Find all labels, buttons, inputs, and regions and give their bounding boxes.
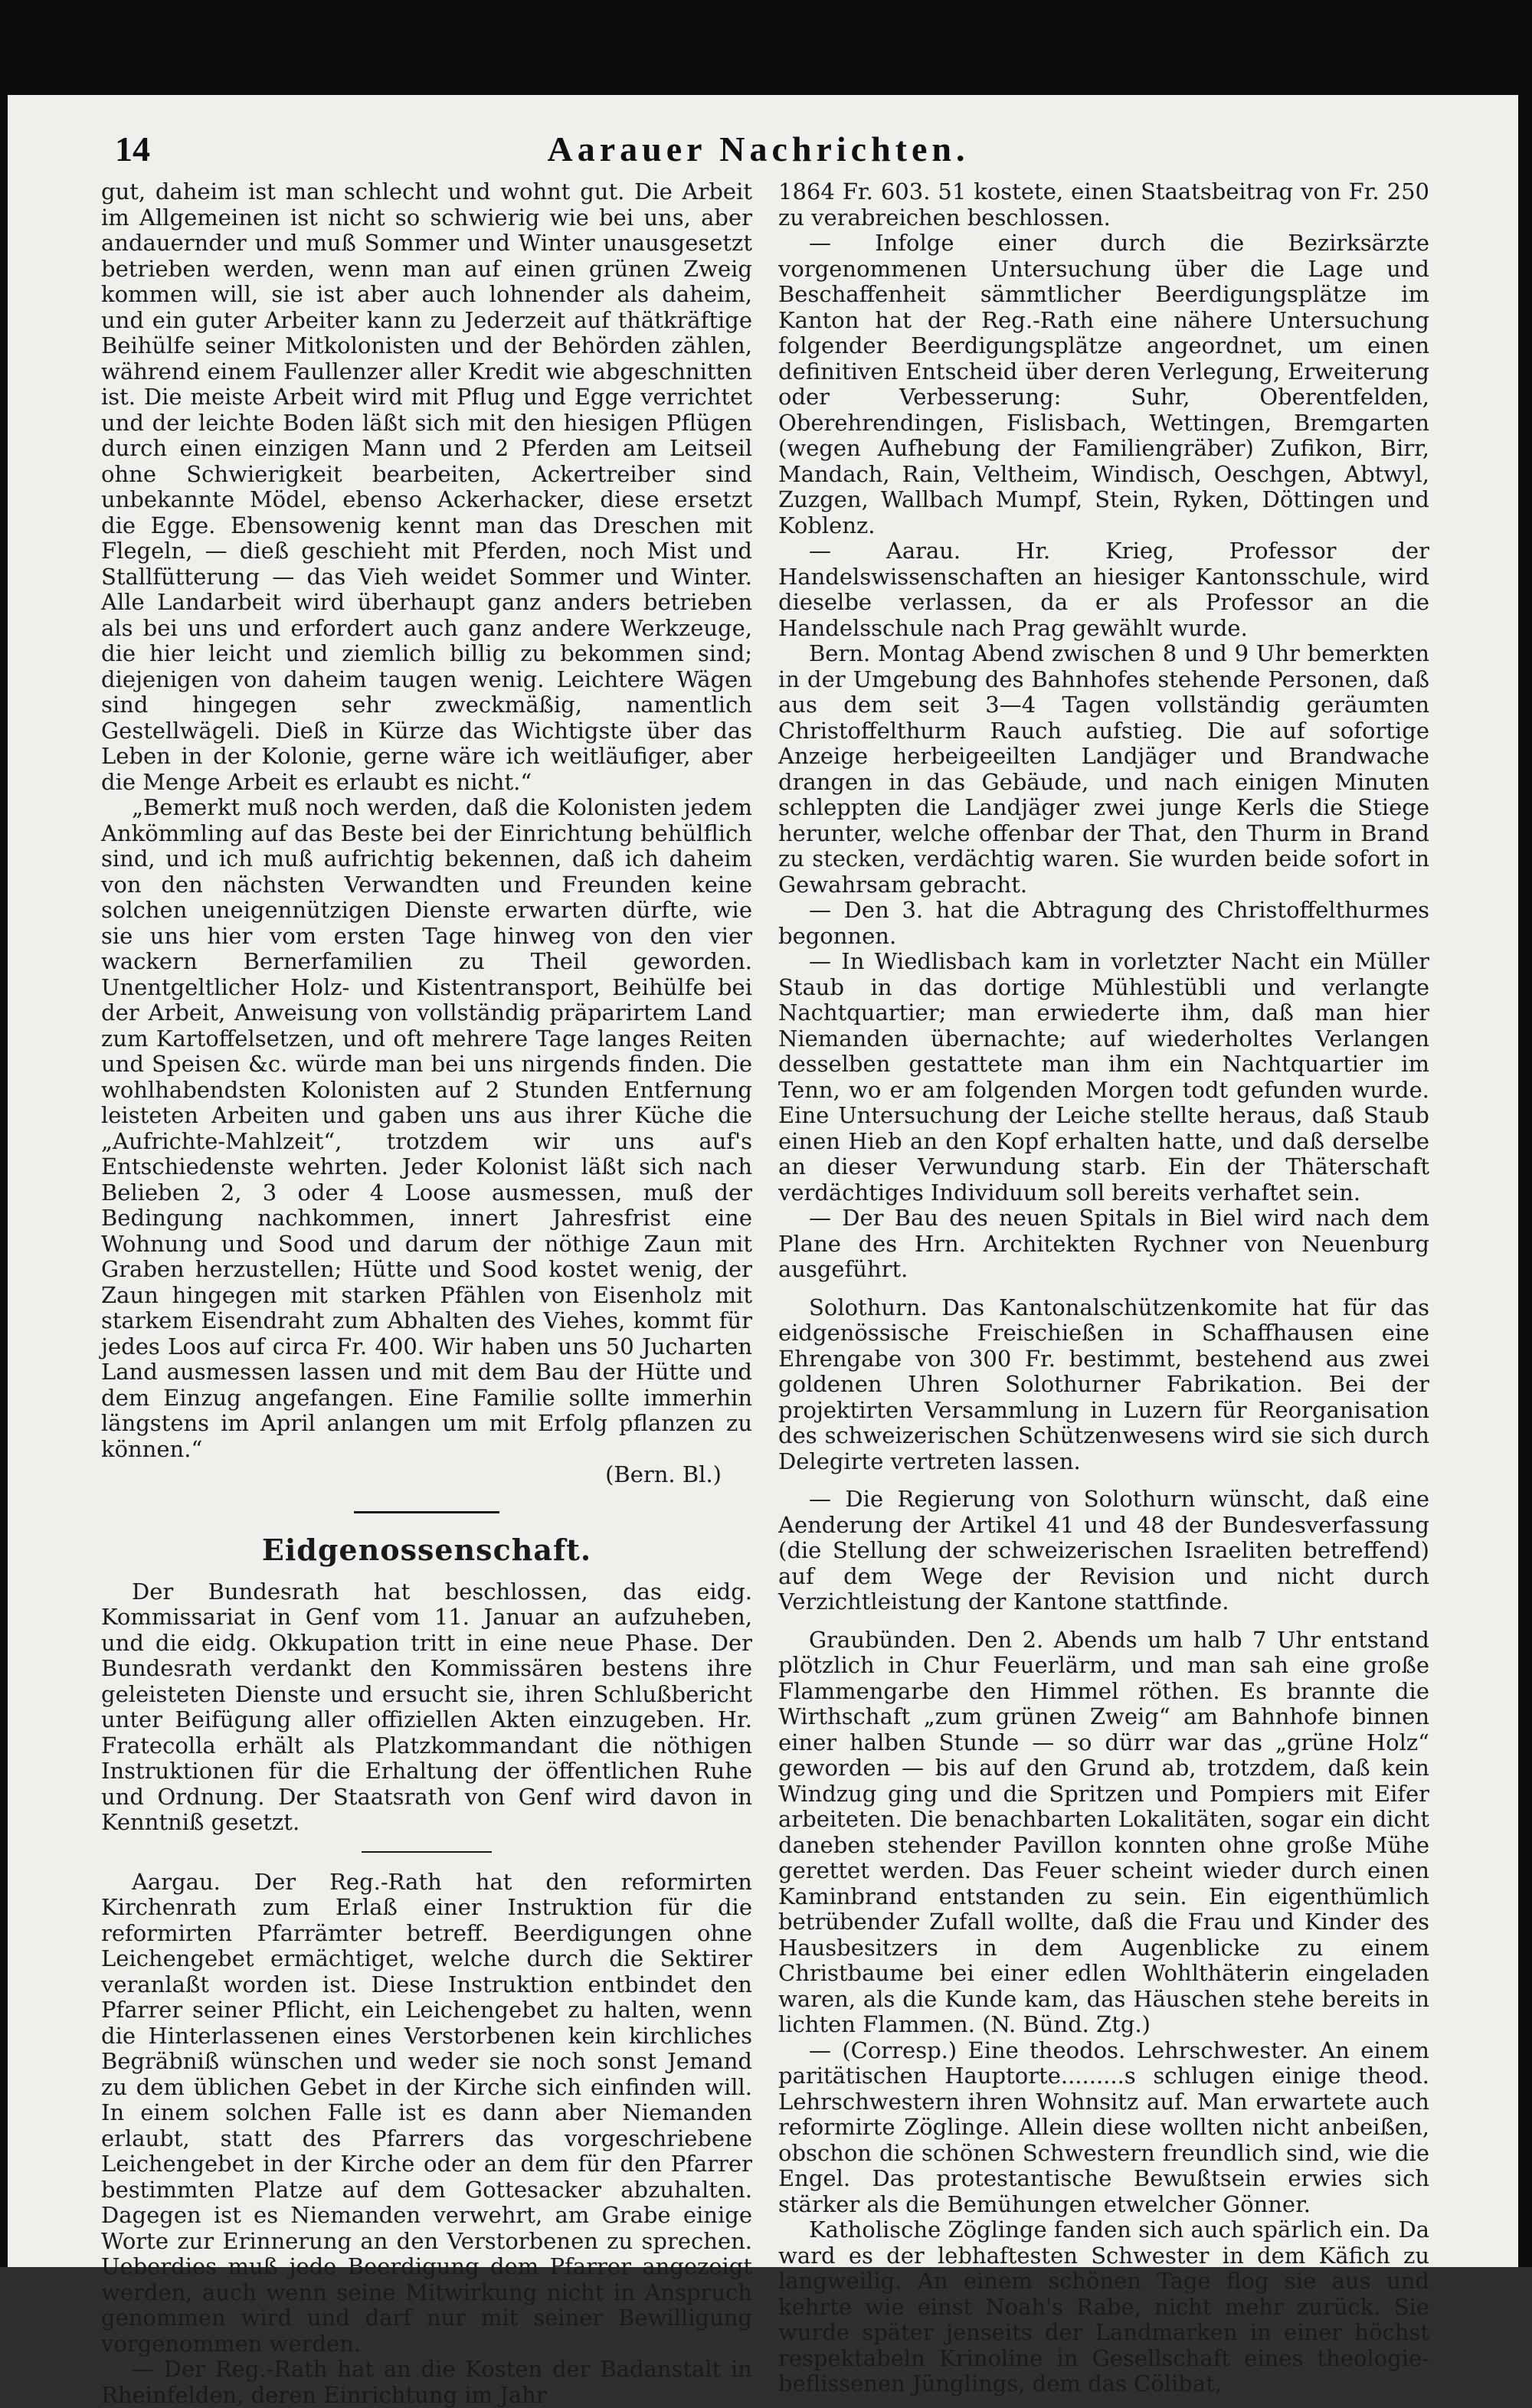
article-paragraph: gut, daheim ist man schlecht und wohnt gut. Die Arbeit im Allgemeinen ist nicht so schwierig wie bei uns, aber andauernder und muß Sommer und Winter unausgesetzt betrieben werden, wenn man auf einen grünen Zweig kommen will, sie ist aber auch lohnender als daheim, und ein guter Arbeiter kann zu Jederzeit auf thätkräftige Beihülfe seiner Mitkolonisten und der Behörden zählen, während einem Faullenzer aller Kredit wie abgeschnitten ist. Die meiste Arbeit wird mit Pflug und Egge verrichtet und der leichte Boden läßt sich mit den hiesigen Pflügen durch einen einzigen Mann und 2 Pferden am Leitseil ohne Schwierigkeit bearbeiten, Ackertreiber sind unbekannte Mödel, ebenso Ackerhacker, diese ersetzt die Egge. Ebensowenig kennt man das Dreschen mit Flegeln, — dieß geschieht mit Pferden, noch Mist und Stallfütterung — das Vieh weidet Sommer und Winter. Alle Landarbeit wird überhaupt ganz anders betrieben als bei uns und erfordert auch ganz andere Werkzeuge, die hier leicht und ziemlich billig zu bekommen sind; diejenigen von daheim taugen wenig. Leichtere Wägen sind hingegen sehr zweckmäßig, namentlich Gestellwägeli. Dieß in Kürze das Wichtigste über das Leben in der Kolonie, gerne wäre ich weitläufiger, aber die Menge Arbeit es erlaubt es nicht.“: [101, 178, 752, 795]
article-paragraph: Bern. Montag Abend zwischen 8 und 9 Uhr bemerkten in der Umgebung des Bahnhofes stehende Personen, daß aus dem seit 3—4 Tagen vollständig geräumten Christoffelthurm Rauch aufstieg. Die auf sofortige Anzeige herbeigeeilten Landjäger und Brandwache drangen in das Gebäude, und nach einigen Minuten schleppten die Landjäger zwei junge Kerls die Stiege herunter, welche offenbar der That, den Thurm in Brand zu stecken, verdächtig waren. Sie wurden beide sofort in Gewahrsam gebracht.: [778, 640, 1429, 898]
article-paragraph: — Infolge einer durch die Bezirksärzte vorgenommenen Untersuchung über die Lage und Beschaffenheit sämmtlicher Beerdigungsplätze im Kanton hat der Reg.-Rath eine nähere Untersuchung folgender Beerdigungsplätze angeordnet, um einen definitiven Entscheid über deren Verlegung, Erweiterung oder Verbesserung: Suhr, Oberentfelden, Oberehrendingen, Fislisbach, Wettingen, Bremgarten (wegen Aufhebung der Familiengräber) Zufikon, Birr, Mandach, Rain, Veltheim, Windisch, Oeschgen, Abtwyl, Zuzgen, Wallbach Mumpf, Stein, Ryken, Döttingen und Koblenz.: [778, 230, 1429, 538]
article-paragraph: „Bemerkt muß noch werden, daß die Kolonisten jedem Ankömmling auf das Beste bei der Einrichtung behülflich sind, und ich muß aufrichtig bekennen, daß ich daheim von den nächsten Verwandten und Freunden keine solchen uneigennützigen Dienste erwarten dürfte, wie sie uns hier vom ersten Tage hinweg von den vier wackern Bernerfamilien zu Theil geworden. Unentgeltlicher Holz- und Kistentransport, Beihülfe bei der Arbeit, Anweisung von vollständig präparirtem Land zum Kartoffelsetzen, und oft mehrere Tage langes Reiten und Speisen &c. würde man bei uns nirgends finden. Die wohlhabendsten Kolonisten auf 2 Stunden Entfernung leisteten Arbeiten und gaben uns aus ihrer Küche die „Aufrichte-Mahlzeit“, trotzdem wir uns auf's Entschiedenste wehrten. Jeder Kolonist läßt sich nach Belieben 2, 3 oder 4 Loose ausmessen, muß der Bedingung nachkommen, innert Jahresfrist eine Wohnung und Sood und darum der nöthige Zaun mit Graben herzustellen; Hütte und Sood kostet wenig, der Zaun hingegen mit starken Pfählen von Eisenholz mit starkem Eisendraht zum Abhalten des Viehes, kommt für jedes Loos auf circa Fr. 400. Wir haben uns 50 Jucharten Land ausmessen lassen und mit dem Bau der Hütte und dem Einzug angefangen. Eine Familie sollte immerhin längstens im April anlangen um mit Erfolg pflanzen zu können.“: [101, 794, 752, 1462]
article-paragraph: Graubünden. Den 2. Abends um halb 7 Uhr entstand plötzlich in Chur Feuerlärm, und man sah eine große Flammengarbe den Himmel röthen. Es brannte die Wirthschaft „zum grünen Zweig“ am Bahnhofe binnen einer halben Stunde — so dürr war das „grüne Holz“ geworden — bis auf den Grund ab, trotzdem, daß kein Windzug ging und die Spritzen und Pompiers mit Eifer arbeiteten. Die benachbarten Lokalitäten, sogar ein dicht daneben stehender Pavillon konnten ohne große Mühe gerettet werden. Das Feuer scheint wieder durch einen Kaminbrand entstanden zu sein. Ein eigenthümlich betrübender Zufall wollte, daß die Frau und Kinder des Hausbesitzers in dem Augenblicke zu einem Christbaume bei einer edlen Wohlthäterin eingeladen waren, als die Kunde kam, das Häuschen stehe bereits in lichten Flammen. (N. Bünd. Ztg.): [778, 1626, 1429, 2037]
divider: [354, 1511, 499, 1513]
spacer: [778, 1474, 1429, 1487]
masthead: Aarauer Nachrichten.: [547, 129, 970, 168]
right-column: [778, 179, 1429, 2397]
article-paragraph: — Die Regierung von Solothurn wünscht, daß eine Aenderung der Artikel 41 und 48 der Bundesverfassung (die Stellung der schweizerischen Israeliten betreffend) auf dem Wege der Revision und nicht durch Verzichtleistung der Kantone stattfinde.: [778, 1486, 1429, 1615]
divider: [362, 1851, 492, 1853]
article-paragraph: Solothurn. Das Kantonalschützenkomite hat für das eidgenössische Freischießen in Schaffhausen eine Ehrengabe von 300 Fr. bestimmt, bestehend aus zwei goldenen Uhren Solothurner Fabrikation. Bei der projektirten Versammlung in Luzern für Reorganisation des schweizerischen Schützenwesens wird sie sich durch Delegirte vertreten lassen.: [778, 1294, 1429, 1474]
page-header: [115, 129, 1402, 176]
article-paragraph: — Der Reg.-Rath hat an die Kosten der Badanstalt in Rheinfelden, deren Einrichtung im Jahr: [101, 2356, 752, 2408]
article-paragraph: — (Corresp.) Eine theodos. Lehrschwester. An einem paritätischen Hauptorte.........s schlugen einige theod. Lehrschwestern ihren Wohnsitz auf. Man erwartete auch reformirte Zöglinge. Allein diese wollten nicht anbeißen, obschon die schönen Schwestern freundlich sind, wie die Engel. Das protestantische Bewußtsein erwies sich stärker als die Bemühungen etwelcher Gönner.: [778, 2037, 1429, 2217]
article-paragraph: — In Wiedlisbach kam in vorletzter Nacht ein Müller Staub in das dortige Mühlestübli und verlangte Nachtquartier; man erwiederte ihm, daß man hier Niemanden übernachte; auf wiederholtes Verlangen desselben gestattete man ihm ein Nachtquartier im Tenn, wo er am folgenden Morgen todt gefunden wurde. Eine Untersuchung der Leiche stellte heraus, daß Staub einen Hieb an den Kopf erhalten hatte, und daß derselbe an dieser Verwundung starb. Ein der Thäterschaft verdächtiges Individuum soll bereits verhaftet sein.: [778, 948, 1429, 1206]
source-credit: (Bern. Bl.): [605, 1461, 722, 1487]
page-number: 14: [115, 129, 150, 168]
section-title: Eidgenossenschaft.: [261, 1532, 592, 1567]
article-paragraph: — Den 3. hat die Abtragung des Christoffelthurmes begonnen.: [778, 897, 1429, 949]
article-paragraph: — Der Bau des neuen Spitals in Biel wird nach dem Plane des Hrn. Architekten Rychner von Neuenburg ausgeführt.: [778, 1205, 1429, 1282]
article-paragraph: Katholische Zöglinge fanden sich auch spärlich ein. Da ward es der lebhaftesten Schwester in dem Käfich zu langweilig. An einem schönen Tage flog sie aus und kehrte wie einst Noah's Rabe, nicht mehr zurück. Sie wurde später jenseits der Landmarken in einer höchst respektabeln Krinoline in Gesellschaft eines theologie-beflissenen Jünglings, dem das Cölibat,: [778, 2217, 1429, 2397]
spacer: [778, 1283, 1429, 1295]
spacer: [778, 1615, 1429, 1628]
article-paragraph: 1864 Fr. 603. 51 kostete, einen Staatsbeitrag von Fr. 250 zu verabreichen beschlossen.: [778, 178, 1429, 231]
left-column: [101, 179, 752, 2408]
article-paragraph: Aargau. Der Reg.-Rath hat den reformirten Kirchenrath zum Erlaß einer Instruktion für die reformirten Pfarrämter betreff. Beerdigungen ohne Leichengebet ermächtiget, welche durch die Sektirer veranlaßt worden ist. Diese Instruktion entbindet den Pfarrer seiner Pflicht, ein Leichengebet zu halten, wenn die Hinterlassenen eines Verstorbenen kein kirchliches Begräbniß wünschen und weder sie noch sonst Jemand zu dem üblichen Gebet in der Kirche sich einfinden will. In einem solchen Falle ist es dann aber Niemanden erlaubt, statt des Pfarrers das vorgeschriebene Leichengebet in der Kirche oder an dem für den Pfarrer bestimmten Platze auf dem Gottesacker abzuhalten. Dagegen ist es Niemanden verwehrt, am Grabe einige Worte zur Erinnerung an den Verstorbenen zu sprechen. Ueberdies muß jede Beerdigung dem Pfarrer angezeigt werden, auch wenn seine Mitwirkung nicht in Anspruch genommen wird und darf nur mit seiner Bewilligung vorgenommen werden.: [101, 1868, 752, 2357]
article-paragraph: — Aarau. Hr. Krieg, Professor der Handelswissenschaften an hiesiger Kantonsschule, wird dieselbe verlassen, da er als Professor an die Handelsschule nach Prag gewählt wurde.: [778, 538, 1429, 641]
article-paragraph: Der Bundesrath hat beschlossen, das eidg. Kommissariat in Genf vom 11. Januar an aufzuheben, und die eidg. Okkupation tritt in eine neue Phase. Der Bundesrath verdankt den Kommissären bestens ihre geleisteten Dienste und ersucht sie, ihren Schlußbericht unter Beifügung aller offiziellen Akten einzugeben. Hr. Fratecolla erhält als Platzkommandant die nöthigen Instruktionen für die Erhaltung der öffentlichen Ruhe und Ordnung. Der Staatsrath von Genf wird davon in Kenntniß gesetzt.: [101, 1578, 752, 1835]
